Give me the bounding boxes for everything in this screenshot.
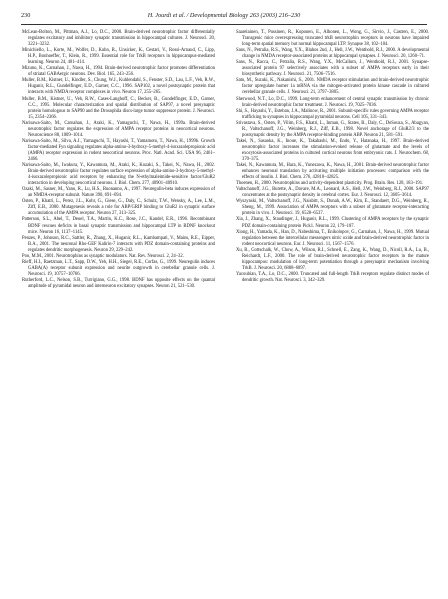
reference-entry: Xia, J., Zhang, X., Staudinger, J., Huganir, R.L., 1999. Clustering of AMPA receptors by the synaptic PDZ domain-containing protein Pick1. Neuron 22, 179–187. (236, 217, 429, 229)
running-head: H. Jourdi et al. / Developmental Biology 263 (2003) 216–230 (147, 12, 301, 19)
reference-entry: Yacoubian, T.A., Lo, D.C., 2000. Truncated and full-length TrkB receptors regulate distinct modes of dendritic growth. Nat. Neurosci. 3, 342–329. (236, 271, 429, 283)
reference-entry: Narisawa-Saito, M., Carnahan, J., Araki, K., Yamaguchi, T., Nawa, H., 1999a. Brain-derived neurotrophic factor regulates the expression of AMPA receptor proteins in neocortical neurons. Neuroscience 88, 1009–1014. (22, 120, 215, 138)
reference-entry: Thoenen, H., 2000. Neurotrophins and activity-dependent plasticity. Prog. Brain. Res. 128, 183–191. (236, 181, 424, 187)
reference-entry: Rutherford, L.C., Nelson, S.B., Turrigiano, G.G., 1998. BDNF has opposite effects on the quantal amplitude of pyramidal neuron and interneuron excitatory synapses. Neuron 21, 521–530. (22, 277, 215, 289)
reference-entry: Valtschanoff, J.G., Burette, A., Davare, M.A., Leonard, A.S., Hell, J.W., Weinberg, R.J., 2000. SAP97 concentrates at the postsynaptic density in cerebral cortex. Eur. J. Neurosci. 12, 3605–3614. (236, 187, 429, 199)
reference-entry: Takei, N., Sasaoka, K., Inoue, K., Takahashi, M., Endo, Y., Hatanaka, H., 1997. Brain-derived neurotrophic factor increases the stimulation-evoked release of glutamate and the levels of exocytosis-associated proteins in cultured cortical neurons from embryonic rats. J. Neurochem. 68, 370–375. (236, 138, 429, 162)
reference-entry: Rieff, H.I., Raetzman, L.T., Sapp, D.W., Yeh, H.H., Siegel, R.E., Corfas, G., 1999. Neuregulin induces GABA(A) receptor subunit expression and neurite outgrowth in cerebellar granule cells. J. Neurosci. 19, 10757–10766. (22, 259, 215, 277)
reference-entry: Mizuno, K., Carnahan, J., Nawa, H., 1994. Brain-derived neurotrophic factor promotes differentiation of striatal GABAergic neurons. Dev. Biol. 165, 243–256. (22, 66, 215, 78)
reference-entry: Sato, M., Suzuki, K., Nakanishi, S., 2001. NMDA receptor stimulation and brain-derived neurotrophic factor upregulate homer 1a mRNA via the mitogen-activated protein kinase cascade in cultured cerebellar granule cells. J. Neurosci. 21, 3797–3805. (236, 78, 429, 96)
references-left-column (22, 30, 215, 290)
reference-entry: Ozaki, M., Sasner, M., Yano, R., Lu, H.S., Buonanno, A., 1997. Neuregulin-beta induces expression of an NMDA-receptor subunit. Nature 390, 691–694. (22, 187, 215, 199)
page-number: 230 (21, 12, 31, 19)
reference-entry: Muller, B.M., Kistner, U., Veh, R.W., Cases-Langhoff, C., Becker, B., Gundelfinger, E.D., Garner, C.C., 1995. Molecular characterization and spatial distribution of SAP97, a novel presynaptic protein homologous to SAP90 and the Drosophila discs-large tumor suppressor protein. J. Neurosci. 15, 2354–2366. (22, 96, 215, 120)
reference-entry: Wyszynski, M., Valtschanoff, J.G., Naisbitt, S., Dunah, A.W., Kim, E., Standaert, D.G., Weinberg, R., Sheng, M., 1999. Association of AMPA receptors with a subset of glutamate receptor-interacting protein in vivo. J. Neurosci. 19, 6528–6537. (236, 199, 429, 217)
reference-entry: Poo, M.M., 2001. Neurotrophins as synaptic modulators. Nat. Rev. Neurosci. 2, 24–32. (22, 253, 184, 259)
reference-entry: Sans, N., Racca, C., Petralia, R.S., Wang, Y.X., McCallum, J., Wenthold, R.J., 2001. Synapse-associated protein 97 selectively associates with a subset of AMPA receptors early in their biosynthetic pathway. J. Neurosci. 21, 7506–7516. (236, 60, 429, 78)
reference-entry: Narisawa-Saito, M., Iwakura, Y., Kawamura, M., Araki, K., Kozaki, S., Takei, N., Nawa, H., 2002. Brain-derived neurotrophic factor regulates surface expression of alpha-amino-3-hydroxy-5-methyl-4-isoxazolepropionic acid receptors by enhancing the N-ethylmaleimide-sensitive factor/GluR2 interaction in developing neocortical neurons. J. Biol. Chem. 277, 40901–40910. (22, 163, 215, 187)
reference-entry: Xu, B., Gottschalk, W., Chow, A., Wilson, R.I., Schnell, E., Zang, K., Wang, D., Nicoll, R.A., Lu, B., Reichardt, L.F., 2000. The role of brain-derived neurotrophic factor receptors in the mature hippocampus: modulation of long-term potentiation through a presynaptic mechanism involving TrkB. J. Neurosci. 20, 6888–6897. (236, 247, 429, 271)
page-header (21, 11, 427, 21)
reference-entry: McLean-Bolton, M., Pittman, A.J., Lo, D.C., 2000. Brain-derived neurotrophic factor differentially regulates excitatory and inhibitory synaptic transmission in hippocampal cultures. J. Neurosci. 20, 3221–3232. (22, 30, 215, 48)
reference-entry: Saarelainen, T., Pussinen, R., Koponen, E., Alhonen, L., Wong, G., Sirvio, J., Castren, E., 2000. Transgenic mice overexpressing truncated trkB neurotrophin receptors in neurons have impaired long-term spatial memory but normal hippocampal LTP. Synapse 38, 102–104. (236, 30, 429, 48)
references-right-column (236, 30, 429, 284)
reference-entry: Shi, S., Hayashi, Y., Esteban, J.A., Malinow, R., 2001. Subunit-specific rules governing AMPA receptor trafficking to synapses in hippocampal pyramidal neurons. Cell 105, 331–343. (236, 108, 429, 120)
reference-entry: Patterson, S.L., Abel, T., Deuel, T.A., Martin, K.C., Rose, J.C., Kandel, E.R., 1996. Recombinant BDNF rescues deficits in basal synaptic transmission and hippocampal LTP in BDNF knockout mice. Neuron 16, 1137–1145. (22, 217, 215, 235)
reference-entry: Srivastava, S., Osten, P., Vilim, F.S., Khatri, L., Inman, G., States, B., Daly, C., DeSouza, S., Abagyan, R., Valtschanoff, J.G., Weinberg, R.J., Ziff, E.B., 1998. Novel anchorage of GluR2/3 to the postsynaptic density by the AMPA receptor-binding protein ABP. Neuron 21, 581–591. (236, 120, 429, 138)
reference-entry: Sans, N., Petralia, R.S., Wang, Y.X., Blahos 2nd, J., Hell, J.W., Wenthold, R.J., 2000. A developmental change in NMDA receptor-associated proteins at hippocampal synapses. J. Neurosci. 20, 1260–71. (236, 48, 429, 60)
reference-entry: Takei, N., Kawamura, M., Hara, K., Yonezawa, K., Nawa, H., 2001. Brain-derived neurotrophic factor enhances neuronal translation by activating multiple initiation processes: comparison with the effects of insulin. J. Biol. Chem. 276, 42818–42825. (236, 163, 429, 181)
reference-entry: Sherwood, N.T., Lo, D.C., 1999. Long-term enhancement of central synaptic transmission by chronic brain-derived neurotrophic factor treatment. J. Neurosci. 19, 7025–7036. (236, 96, 429, 108)
reference-entry: Xiong, H., Yamada, K., Han, D., Nabeshima, T., Enikolopov, G., Carnahan, J., Nawa, H., 1999. Mutual regulation between the intercellular messengers nitric oxide and brain-derived neurotrophic factor in rodent neocortical neurons. Eur. J. Neurosci. 11, 1567–1576. (236, 229, 429, 247)
reference-entry: Penzes, P., Johnson, R.C., Sattler, R., Zhang, X., Huganir, R.L., Kambampati, V., Mains, R.E., Eipper, B.A., 2001. The neuronal Rho-GEF Kalirin-7 interacts with PDZ domain-containing proteins and regulates dendritic morphogenesis. Neuron 29, 229–242. (22, 235, 215, 253)
reference-entry: Muller, B.M., Kistner, U., Kindler, S., Chung, W.J., Kuhlendahl, S., Fenster, S.D., Lau, L.F., Veh, R.W., Huganir, R.L., Gundelfinger, E.D., Garner, C.C., 1996. SAP102, a novel postsynaptic protein that interacts with NMDA receptor complexes in vivo. Neuron 17, 255–265. (22, 78, 215, 96)
reference-entry: Narisawa-Saito, M., Silva, A.J., Yamaguchi, T., Hayashi, T., Yamamoto, T., Nawa, H., 1999b. Growth factor-mediated Fyn signaling regulates alpha-amino-3-hydroxy-5-methyl-4-isoxazolepropionic acid (AMPA) receptor expression in rodent neocortical neurons. Proc. Natl. Acad. Sci. USA 96, 2461–2466. (22, 138, 215, 162)
reference-entry: Osten, P., Khatri, L., Perez, J.L., Kohr, G., Giese, G., Daly, C., Schulz, T.W., Wensky, A., Lee, L.M., Ziff, E.B., 2000. Mutagenesis reveals a role for ABP/GRIP binding to GluR2 in synaptic surface accumulation of the AMPA receptor. Neuron 27, 313–325. (22, 199, 215, 217)
reference-entry: Minichiello, L., Korte, M., Wolfer, D., Kuhn, R., Unsicker, K., Cestari, V., Rossi-Arnaud, C., Lipp, H.P., Bonhoeffer, T., Klein, R., 1999. Essential role for TrkB receptors in hippocampus-mediated learning. Neuron 24, 401–414. (22, 48, 215, 66)
header-rule (21, 24, 427, 25)
